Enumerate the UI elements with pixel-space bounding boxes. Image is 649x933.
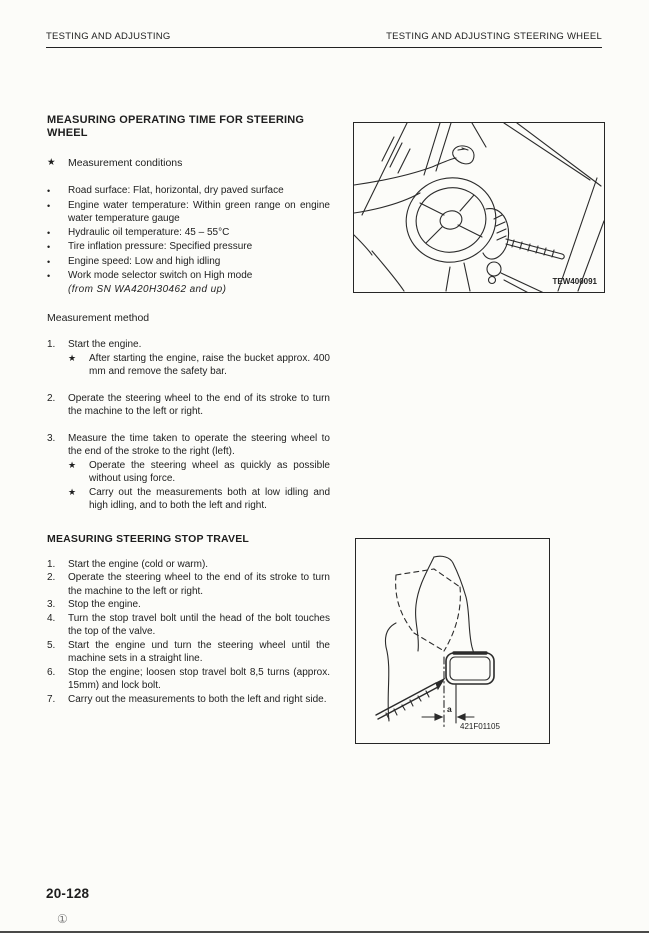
section2-title: MEASURING STEERING STOP TRAVEL [47, 532, 250, 545]
condition-text: Road surface: Flat, horizontal, dry paved surface [68, 185, 284, 196]
bullet-marker: • [47, 271, 51, 281]
figure-steering-wheel [353, 122, 605, 293]
bullet-marker: • [47, 256, 51, 267]
step-number: 1. [47, 339, 56, 350]
star-marker: ★ [68, 486, 77, 497]
substep-text: Operate the steering wheel as quickly as possible without using force. [89, 459, 330, 484]
conditions-heading [47, 157, 331, 169]
text-column [47, 114, 331, 706]
stop-step [47, 639, 331, 666]
step-number: 1. [47, 558, 56, 570]
star-marker: ★ [68, 459, 77, 470]
condition-item [47, 240, 331, 255]
condition-text: Tire inflation pressure: Specified pressure [68, 241, 253, 252]
step-text: Carry out the measurements to both the left and right side. [68, 693, 327, 705]
figure2-code-label: 421F01105 [460, 722, 500, 731]
page-number: 20-128 [46, 886, 90, 901]
step-number: 2. [47, 392, 56, 404]
step-text: Stop the engine. [68, 599, 141, 610]
condition-text: Engine speed: Low and high idling [68, 255, 221, 267]
stop-step [47, 612, 331, 639]
method-substep [68, 459, 330, 486]
step-number: 4. [47, 612, 56, 624]
figure1-code-label: TEW400091 [552, 277, 597, 286]
condition-text [68, 269, 330, 296]
method-step [47, 338, 331, 379]
condition-text-main: Work mode selector switch on High mode [68, 270, 253, 281]
method-substep [68, 486, 330, 513]
step-text: Operate the steering wheel to the end of its stroke to turn the machine to the left or right. [68, 572, 330, 597]
page-header [46, 31, 602, 48]
stop-step [47, 666, 331, 693]
star-marker: ★ [68, 352, 77, 363]
stop-step [47, 598, 331, 612]
substep-text: Carry out the measurements both at low idling and high idling, and to both the left and right. [89, 486, 330, 511]
condition-item [47, 255, 331, 270]
star-marker: ★ [47, 157, 56, 168]
header-right-title: TESTING AND ADJUSTING STEERING WHEEL [386, 31, 602, 42]
figure-stop-travel [355, 538, 550, 744]
section1-title: MEASURING OPERATING TIME FOR STEERING WHEEL [47, 114, 305, 139]
method-heading: Measurement method [47, 312, 150, 324]
condition-item [47, 184, 331, 199]
stop-step [47, 558, 331, 572]
step-number: 2. [47, 572, 56, 583]
substep-text: After starting the engine, raise the bucket approx. 400 mm and remove the safety bar. [89, 352, 330, 377]
condition-text: Engine water temperature: Within green range on engine water temperature gauge [68, 199, 330, 224]
step-number: 6. [47, 666, 56, 678]
step-text: Measure the time taken to operate the steering wheel to the end of the stroke to the right (left). [68, 432, 330, 457]
bullet-marker: • [47, 242, 51, 252]
step-text: Stop the engine; loosen stop travel bolt 8,5 turns (approx. 15mm) and lock bolt. [68, 666, 330, 691]
condition-serial-note: (from SN WA420H30462 and up) [68, 283, 227, 295]
step-text: Operate the steering wheel to the end of its stroke to turn the machine to the left or right. [68, 392, 330, 417]
stop-step [47, 571, 331, 598]
dimension-letter: a [447, 704, 452, 714]
step-number: 3. [47, 432, 56, 444]
method-substep [68, 352, 330, 379]
step-text: Start the engine (cold or warm). [68, 558, 209, 570]
bullet-marker: • [47, 227, 51, 238]
bullet-marker: • [47, 200, 51, 211]
method-steps [47, 338, 331, 513]
footnote-mark: ① [57, 912, 68, 926]
stop-travel-steps [47, 558, 331, 707]
method-step [47, 392, 331, 419]
stop-travel-illustration [356, 539, 546, 740]
step-number: 3. [47, 599, 56, 610]
condition-item [47, 199, 331, 226]
step-text: Start the engine und turn the steering wheel until the machine sets in a straight line. [68, 639, 330, 664]
steering-wheel-illustration [354, 123, 604, 292]
stop-step [47, 693, 331, 707]
step-text: Start the engine. [68, 339, 142, 350]
bullet-marker: • [47, 186, 51, 196]
condition-item [47, 226, 331, 241]
conditions-list [47, 184, 331, 296]
step-text: Turn the stop travel bolt until the head of the bolt touches the top of the valve. [68, 612, 330, 637]
step-number: 5. [47, 639, 56, 651]
conditions-heading-label: Measurement conditions [68, 157, 183, 169]
header-left-title: TESTING AND ADJUSTING [46, 31, 171, 42]
condition-item [47, 269, 331, 296]
step-number: 7. [47, 693, 56, 705]
condition-text: Hydraulic oil temperature: 45 – 55°C [68, 226, 230, 238]
method-step [47, 432, 331, 513]
